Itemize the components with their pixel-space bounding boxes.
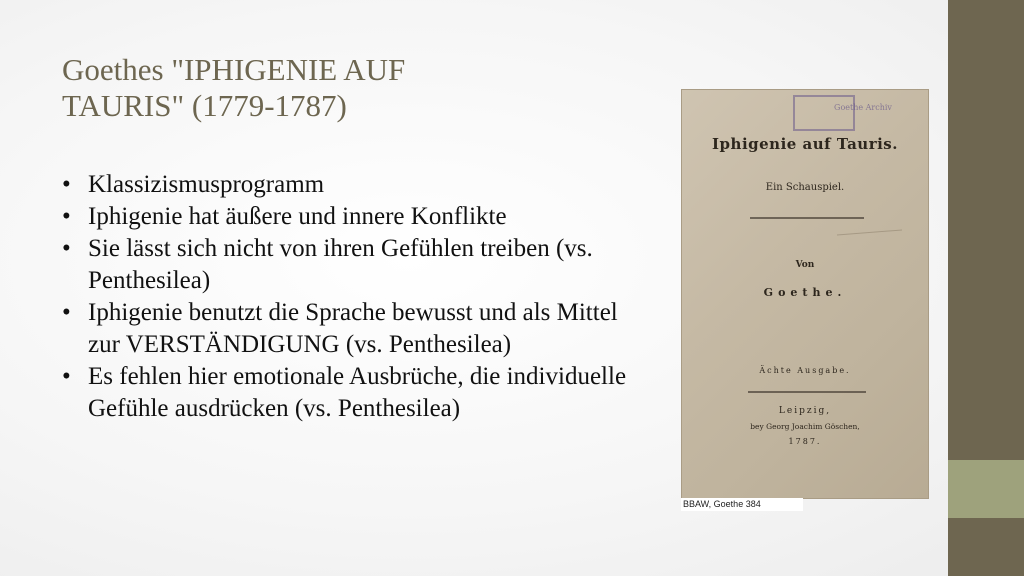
bullet-text: Es fehlen hier emotionale Ausbrüche, die individuelle Gefühle ausdrücken (vs. Penthesilea) [88, 363, 627, 422]
library-stamp-icon [794, 96, 854, 130]
faint-handwriting [837, 230, 902, 235]
bullet-text: Klassizismusprogramm [88, 171, 325, 198]
bullet-list [62, 169, 642, 425]
bullet-item [62, 169, 642, 201]
sidebar-dark-block [948, 0, 1024, 460]
bullet-dot-icon: • [62, 363, 71, 390]
book-title-page-image [681, 89, 929, 499]
slide-title [62, 52, 582, 124]
book-by: Von [795, 260, 815, 270]
bullet-dot-icon: • [62, 235, 71, 262]
bullet-text: Iphigenie benutzt die Sprache bewusst und als Mittel zur VERSTÄNDIGUNG (vs. Penthesilea) [88, 299, 618, 358]
decorative-sidebar [948, 0, 1024, 576]
library-stamp-text: Goethe Archiv [834, 103, 892, 112]
sidebar-accent-block [948, 460, 1024, 518]
book-author: Goethe. [763, 286, 847, 299]
book-subtitle: Ein Schauspiel. [765, 182, 845, 193]
book-place: Leipzig, [778, 406, 832, 416]
book-edition: Ächte Ausgabe. [759, 366, 851, 375]
bullet-dot-icon: • [62, 203, 71, 230]
sidebar-dark-block-bottom [948, 518, 1024, 576]
bullet-item [62, 361, 642, 425]
bullet-item [62, 233, 642, 297]
bullet-item [62, 201, 642, 233]
book-publisher: bey Georg Joachim Göschen, [750, 422, 860, 431]
bullet-dot-icon: • [62, 171, 71, 198]
slide-title-line-2: TAURIS" (1779-1787) [62, 88, 347, 123]
slide-title-line-1: Goethes "IPHIGENIE AUF [62, 52, 406, 87]
bullet-text: Sie lässt sich nicht von ihren Gefühlen treiben (vs. Penthesilea) [88, 235, 593, 294]
bullet-item [62, 297, 642, 361]
bullet-dot-icon: • [62, 299, 71, 326]
image-caption: BBAW, Goethe 384 [681, 498, 803, 511]
bullet-text: Iphigenie hat äußere und innere Konflikte [88, 203, 507, 230]
book-title: Iphigenie auf Tauris. [712, 135, 898, 153]
book-year: 1787. [788, 437, 822, 446]
